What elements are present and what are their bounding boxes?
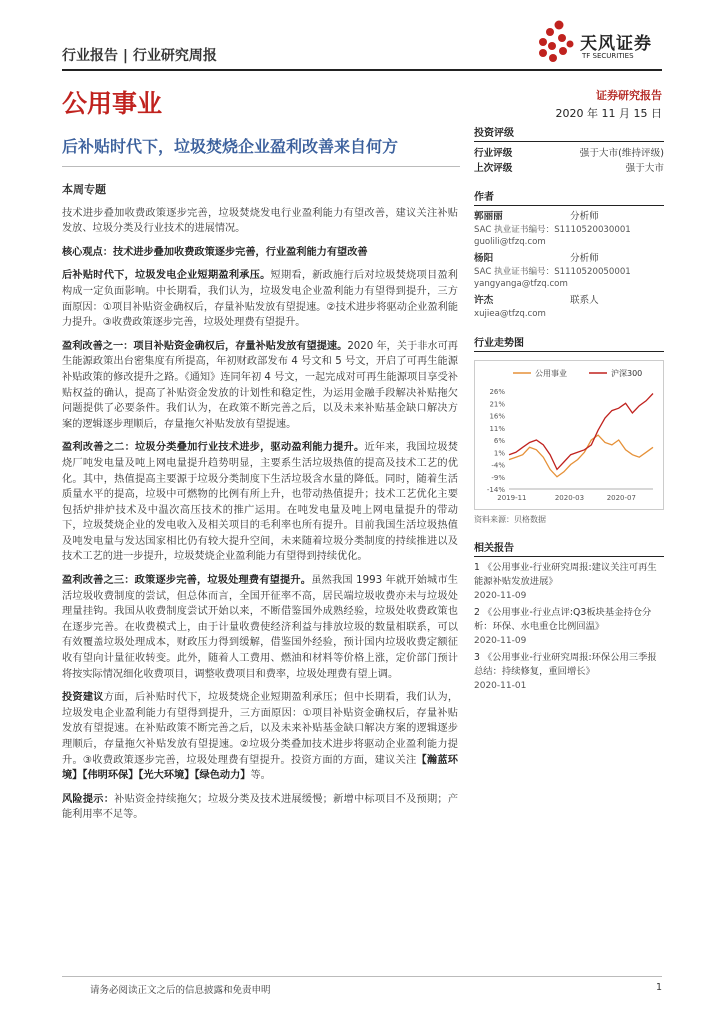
x-tick-label: 2020-03: [554, 494, 585, 502]
y-tick-label: 11%: [489, 424, 505, 433]
related-report-date: 2020-11-01: [474, 681, 527, 691]
rating-heading: 投资评级: [474, 124, 664, 142]
core-view: [62, 245, 458, 261]
related-report-title[interactable]: 3 《公用事业-行业研究周报:环保公用三季报总结：持续修复，重回增长》: [474, 652, 657, 677]
related-report-title[interactable]: 1 《公用事业-行业研究周报:建议关注可再生能源补贴发放进展》: [474, 562, 657, 587]
p1-lead: 后补贴时代下，垃圾发电企业短期盈利承压。: [62, 270, 271, 282]
intro-paragraph: 技术进步叠加收费政策逐步完善，垃圾焚烧发电行业盈利能力有望改善，建议关注补贴发放、垃圾分类及行业技术的进展情况。: [62, 207, 458, 235]
chart-source: 资料来源：贝格数据: [474, 515, 546, 524]
related-report-date: 2020-11-09: [474, 591, 527, 601]
author-entry: [474, 210, 664, 248]
core-text: 技术进步叠加收费政策逐步完善，行业盈利能力有望改善: [112, 246, 368, 258]
author-email[interactable]: yangyanga@tfzq.com: [474, 279, 568, 289]
report-title: 后补贴时代下，垃圾焚烧企业盈利改善来自何方: [62, 137, 399, 156]
rating-row: [474, 146, 664, 161]
rating-row: [474, 161, 664, 176]
related-report-title[interactable]: 2 《公用事业-行业点评:Q3板块基金持仓分析：环保、水电重仓比例回温》: [474, 607, 652, 632]
p5-picks: 【瀚蓝环境】【伟明环保】【光大环境】【绿色动力】: [62, 754, 458, 782]
p5-tail: 等。: [250, 770, 271, 782]
related-report-date: 2020-11-09: [474, 636, 527, 646]
y-tick-label: 26%: [489, 388, 505, 396]
y-tick-label: 1%: [493, 449, 505, 458]
risk-text: 补贴资金持续拖欠；垃圾分类及技术进展缓慢；新增中标项目不及预期；产能利用率不足等。: [62, 793, 459, 821]
author-heading: 作者: [474, 188, 664, 206]
rating-value: 强于大市(维持评级): [579, 148, 664, 159]
core-lead: 核心观点：: [62, 246, 113, 258]
y-tick-label: -9%: [491, 473, 505, 482]
y-tick-label: -14%: [486, 486, 505, 494]
series-line-hs300: [509, 394, 653, 470]
doc-type: 证券研究报告: [596, 89, 662, 102]
footer-disclaimer: 请务必阅读正文之后的信息披露和免责申明: [90, 985, 271, 996]
author-entry: [474, 252, 664, 290]
report-date: 2020 年 11 月 15 日: [555, 107, 662, 120]
author-entry: [474, 294, 664, 320]
author-role: 联系人: [570, 295, 599, 306]
trend-chart-svg: [475, 361, 663, 509]
paragraph-1: [62, 268, 458, 330]
report-type: 行业报告 | 行业研究周报: [62, 48, 217, 64]
author-sac: SAC 执业证书编号：S1110520050001: [474, 267, 631, 277]
rating-value: 强于大市: [625, 163, 664, 174]
series-line-utilities: [509, 435, 653, 477]
risk-paragraph: [62, 792, 458, 823]
p4-text: 虽然我国 1993 年就开始城市生活垃圾收费制度的尝试，但总体而言，全国开征率不高，居民端垃圾收费亦未与垃圾处理量挂钩。我国从收费制度尝试开始以来，不断借鉴国外成熟经验，垃圾处收费政策也在逐步完善。在收费模式上，由于计量收费使经济利益与排放垃圾的数量相联系，可以有效覆盖垃圾处理成本，财政压力得到缓解，借鉴国外经验，预计国内垃圾收费定额征收有望向计量征收转变。此外，随着人工费用、燃油和材料等价格上涨，定价部门预计将按实际情况细化收费项目，调整收费项目和费率，垃圾处理费有望上调。: [62, 575, 458, 680]
rating-key: 上次评级: [474, 163, 513, 174]
section-title: 本周专题: [62, 183, 106, 196]
x-tick-label: 2020-07: [606, 494, 636, 502]
related-report[interactable]: [474, 606, 664, 648]
p3-text: 近年来，我国垃圾焚烧厂吨发电量及吨上网电量提升趋势明显，主要系生活垃圾热值的提高及技术工艺的优化。其中，热值提高主要源于垃圾分类制度下生活垃圾含水量的降低。同时，随着生活质量水平的提高，垃圾中可燃物的比例有所上升，也带动热值提升；技术工艺优化主要包括炉排炉技术及中温次高压技术的推广运用。在吨发电量及吨上网电量提升的带动下，垃圾焚烧企业的发电收入及相关项目的毛利率也所有提升。目前我国生活垃圾热值及吨发电量与发达国家相比仍有较大提升空间，未来随着垃圾分类制度的持续推进以及技术工艺的进一步提升，垃圾焚烧企业盈利能力有望得到持续优化。: [62, 442, 458, 563]
trend-chart: [474, 360, 664, 510]
sector-title: 公用事业: [62, 89, 163, 118]
paragraph-3: [62, 440, 458, 565]
p5-text: 方面，后补贴时代下，垃圾焚烧企业短期盈利承压；但中长期看，我们认为，垃圾发电企业盈利能力有望得到提升，三方面原因：①项目补贴资金确权后，存量补贴发放有望提速。在补贴政策不断完善之后，以及未来补贴基金缺口解决方案的逻辑逐步理顺后，存量拖欠补贴发放有望提速。②垃圾分类叠加技术进步将驱动企业盈利能力提升。③收费政策逐步完善，垃圾处理费有望提升。投资方面的方面，建议关注: [62, 692, 459, 766]
x-tick-label: 2019-11: [497, 494, 527, 502]
paragraph-2: [62, 339, 458, 433]
brand-name: 天风证券: [580, 34, 652, 54]
tf-logo-icon: [536, 18, 576, 64]
risk-lead: 风险提示：: [62, 793, 115, 805]
p2-text: 2020 年，关于非水可再生能源政策出台密集度有所提高，年初财政部发布 4 号文和 5 号文，开启了可再生能源补贴政策的修改提升之路。《通知》连同年初 4 号文，一起完成对可再生能源项目享受补贴权益的确认，提高了补贴资金发放的计划性和稳定性，为运用金融手段解决补贴拖欠问题提供了必要条件。我们认为，在政策不断完善之后，以及未来补贴基金缺口解决方案的逻辑逐步理顺后，存量拖欠补贴发放有望提速。: [62, 340, 458, 430]
y-tick-label: 21%: [489, 400, 505, 409]
author-role: 分析师: [570, 253, 599, 264]
author-name: 郭丽丽: [474, 211, 503, 222]
author-name: 杨阳: [474, 253, 494, 264]
p5-lead: 投资建议: [62, 692, 104, 704]
p4-lead: 盈利改善之三：政策逐步完善，垃圾处理费有望提升。: [62, 575, 312, 587]
author-role: 分析师: [570, 211, 599, 222]
author-email[interactable]: guolili@tfzq.com: [474, 237, 546, 247]
chart-heading: 行业走势图: [474, 334, 664, 352]
y-tick-label: 16%: [489, 412, 505, 421]
footer-divider: [62, 976, 662, 977]
p2-lead: 盈利改善之一：项目补贴资金确权后，存量补贴发放有望提速。: [62, 340, 348, 352]
main-content: [62, 182, 458, 831]
paragraph-5: [62, 690, 458, 784]
y-tick-label: -4%: [491, 461, 505, 470]
p1-text: 短期看，新政施行后对垃圾焚烧项目盈利构成一定负面影响。中长期看，我们认为，垃圾发电企业盈利能力有望得到提升，三方面原因：①项目补贴资金确权后，存量补贴发放有望提速。②技术进步将驱动企业盈利能力提升。③收费政策逐步完善，垃圾处理费有望提升。: [62, 270, 458, 329]
brand-name-en: TF SECURITIES: [582, 52, 634, 60]
title-divider: [62, 166, 460, 167]
header-divider: [62, 69, 662, 71]
sidebar: [474, 124, 664, 696]
author-email[interactable]: xujiea@tfzq.com: [474, 309, 546, 319]
author-sac: SAC 执业证书编号：S1110520030001: [474, 225, 631, 235]
page-number: 1: [655, 982, 662, 993]
paragraph-4: [62, 573, 458, 682]
y-tick-label: 6%: [493, 437, 505, 445]
related-report[interactable]: [474, 561, 664, 603]
p3-lead: 盈利改善之二：垃圾分类叠加行业技术进步，驱动盈利能力提升。: [62, 442, 365, 454]
rating-key: 行业评级: [474, 148, 513, 159]
brand-logo: [536, 18, 666, 66]
related-heading: 相关报告: [474, 539, 664, 557]
legend-label: 公用事业: [535, 369, 567, 378]
legend-label: 沪深300: [611, 369, 643, 378]
author-name: 许杰: [474, 295, 494, 306]
related-report[interactable]: [474, 651, 664, 693]
